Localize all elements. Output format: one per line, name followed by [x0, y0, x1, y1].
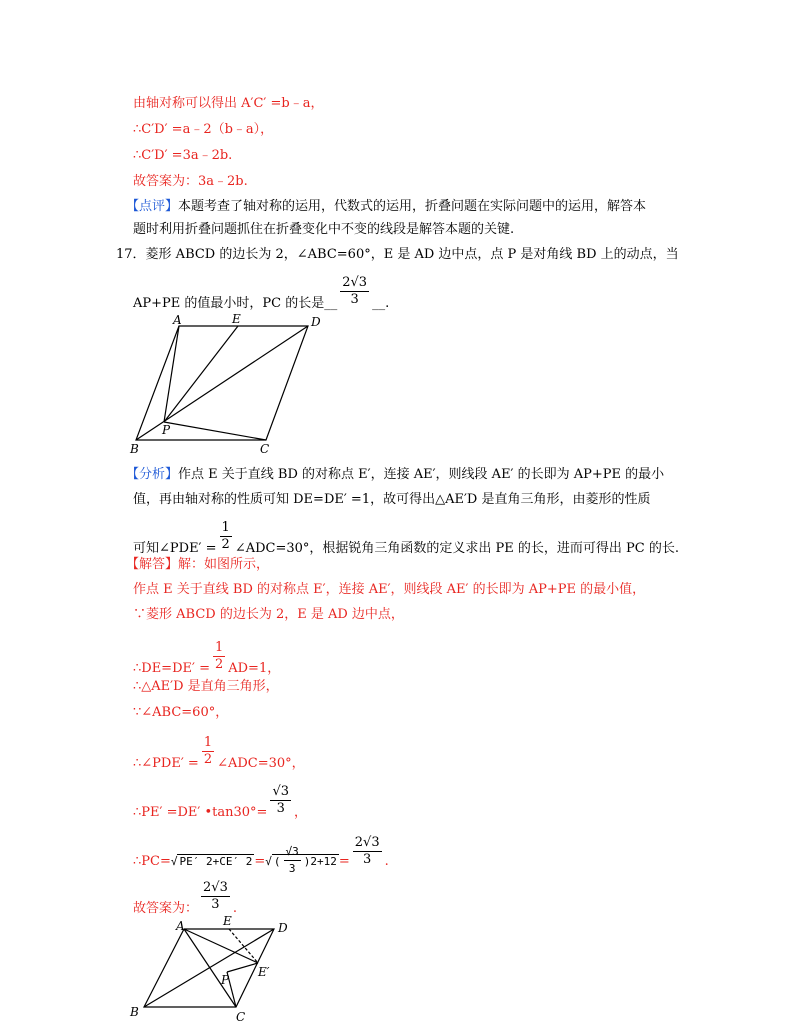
solution-line: 作点 E 关于直线 BD 的对称点 E′，连接 AE′，则线段 AE′ 的长即为 AP+PE 的最小值，	[133, 582, 646, 597]
half-fraction	[213, 640, 225, 673]
segment-ap	[164, 326, 179, 422]
fraction-denominator: 3	[363, 852, 372, 867]
fraction-numerator: √3	[284, 844, 301, 861]
label-e-prime: E′	[258, 965, 270, 979]
text-line: ∴C′D′ =a﹣2（b﹣a），	[133, 122, 274, 137]
segment-pe	[164, 326, 238, 422]
analysis-text: ∠ADC=30°，根据锐角三角函数的定义求出 PE 的长，进而可得出 PC 的长.	[234, 541, 679, 556]
fraction-numerator: 2√3	[354, 835, 380, 850]
fraction-numerator: 1	[214, 640, 224, 655]
solution-text: ∴DE=DE′ =	[133, 661, 210, 676]
fraction-denominator: 3	[288, 861, 296, 875]
question-text-part: __.	[372, 296, 390, 311]
label-e: E	[223, 914, 232, 928]
label-a: A	[176, 919, 185, 933]
answer-fraction	[340, 275, 369, 308]
solution-line: ∵∠ABC=60°，	[133, 705, 229, 720]
solution-text: .	[232, 901, 237, 916]
segment-ee2-dashed	[229, 929, 258, 963]
solution-text: 故答案为：	[133, 901, 199, 916]
label-p: P	[221, 973, 230, 987]
answer-fraction	[201, 880, 230, 913]
radicand: PE′ 2+CE′ 2	[179, 855, 253, 868]
text-line: 故答案为：3a﹣2b.	[133, 174, 248, 189]
solution-text: ∴PE′ =DE′ •tan30°=	[133, 805, 268, 820]
analysis-text: 可知∠PDE′ =	[133, 541, 217, 556]
label-b: B	[130, 442, 139, 456]
solution-text: 解：如图所示，	[178, 557, 270, 572]
fraction-numerator: 1	[203, 735, 213, 750]
label-c: C	[260, 442, 270, 456]
review-line	[126, 198, 646, 216]
solution-text: =	[254, 854, 266, 869]
solution-header	[126, 556, 269, 574]
solution-line: ∴△AE′D 是直角三角形，	[133, 679, 279, 694]
tan-fraction	[270, 784, 291, 817]
result-fraction	[353, 835, 382, 868]
review-text: 本题考查了轴对称的运用，代数式的运用，折叠问题在实际问题中的运用，解答本	[178, 199, 647, 214]
rhombus-figure	[128, 312, 328, 462]
solution-text: ∠ADC=30°，	[217, 756, 305, 771]
solution-text: .	[384, 854, 389, 869]
fraction-numerator: √3	[272, 784, 289, 799]
fraction-denominator: 2	[214, 657, 224, 672]
label-p: P	[162, 423, 171, 437]
solution-figure	[124, 912, 304, 1034]
solution-line: ∵菱形 ABCD 的边长为 2，E 是 AD 边中点，	[133, 607, 404, 622]
fraction-denominator: 3	[276, 801, 285, 816]
solution-text: AD=1，	[228, 661, 281, 676]
label-d: D	[311, 315, 321, 329]
label-c: C	[236, 1010, 246, 1024]
solution-text: ∴PC=	[133, 854, 171, 869]
answer-denominator: 3	[350, 292, 359, 307]
analysis-line	[126, 466, 664, 484]
half-fraction	[202, 735, 214, 768]
question-text: 17．菱形 ABCD 的边长为 2，∠ABC=60°，E 是 AD 边中点，点 P 是对角线 BD 上的动点，当	[116, 247, 679, 262]
solution-text: =	[338, 854, 350, 869]
label-b: B	[130, 1005, 139, 1019]
question-text-part: AP+PE 的值最小时，PC 的长是__	[133, 296, 338, 311]
label-e: E	[232, 312, 241, 326]
sqrt-expression: √ PE′ 2+CE′ 2	[170, 855, 253, 868]
analysis-line: 值，再由轴对称的性质可知 DE=DE′ =1，故可得出△AE′D 是直角三角形，由菱形的性质	[133, 492, 651, 507]
label-a: A	[173, 313, 182, 327]
sqrt-expression: √ ( $\frac{√3}{3}$ )2+12	[265, 844, 337, 875]
solution-line	[133, 784, 308, 829]
text-line: ∴C′D′ =3a﹣2b.	[133, 148, 233, 163]
answer-numerator: 2√3	[342, 275, 368, 290]
solution-text: ，	[294, 805, 308, 820]
review-tag: 【点评】	[126, 199, 179, 214]
review-line: 题时利用折叠问题抓住在折叠变化中不变的线段是解答本题的关键.	[133, 222, 515, 237]
segment-pc	[164, 422, 266, 440]
half-fraction	[220, 520, 232, 553]
fraction-denominator: 2	[203, 752, 213, 767]
solution-text: ∴∠PDE′ =	[133, 756, 199, 771]
radicand: ( $\frac{√3}{3}$ )2+12	[273, 844, 337, 875]
radicand-tail: )2+12	[303, 855, 337, 868]
label-d: D	[278, 921, 288, 935]
analysis-tag: 【分析】	[126, 467, 179, 482]
analysis-text: 作点 E 关于直线 BD 的对称点 E′，连接 AE′，则线段 AE′ 的长即为 AP+PE 的最小	[178, 467, 665, 482]
fraction-numerator: 1	[221, 520, 230, 535]
fraction-numerator: 2√3	[203, 880, 228, 895]
fraction-denominator: 3	[211, 897, 220, 912]
solution-line	[133, 735, 305, 780]
solution-tag: 【解答】	[126, 557, 179, 572]
text-line: 由轴对称可以得出 A′C′ =b﹣a，	[133, 96, 324, 111]
inner-fraction	[284, 844, 301, 877]
fraction-denominator: 2	[221, 537, 230, 552]
solution-line	[133, 835, 389, 879]
